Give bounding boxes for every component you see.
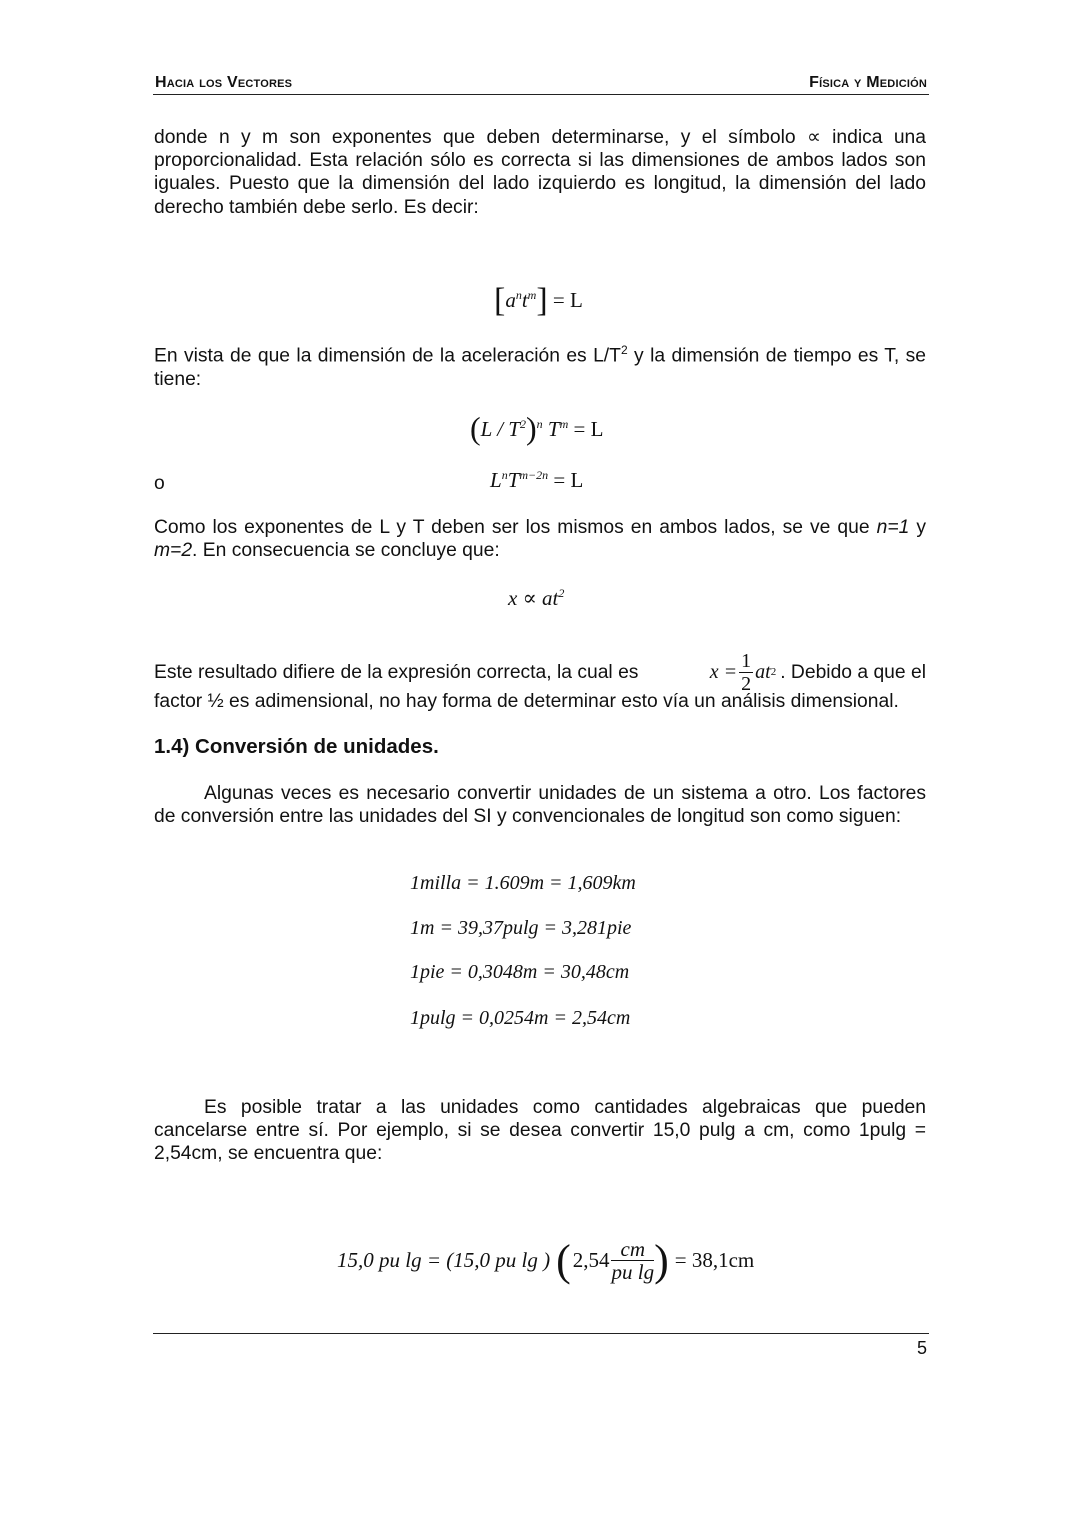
footer-rule: [153, 1333, 929, 1334]
paragraph-factor-half: factor ½ es adimensional, no hay forma de determinar esto vía un análisis dimensional.: [154, 691, 899, 712]
paragraph-dimensions: donde n y m son exponentes que deben determinarse, y el símbolo ∝ indica una proporcionalidad. Esta relación sólo es correcta si las dimensiones de ambos lados son iguales. Puesto que la dimensión del lado izquierdo es longitud, la dimensión del lado derecho también debe serlo. Es decir:: [154, 127, 926, 218]
paragraph-exponents: Como los exponentes de L y T deben ser los mismos en ambos lados, se ve que n=1 y m=2. En consecuencia se concluye que:: [154, 517, 926, 562]
inline-formula-position: x = $\frac{1}{2}$ at 2 . Debido a que el: [709, 650, 926, 695]
header-right-title: Física y Medición: [809, 74, 927, 91]
section-title: 1.4) Conversión de unidades.: [154, 735, 439, 758]
equation-dimension-brackets: $[a^nt^m] = L$: [494, 282, 583, 319]
equation-lt-substitution: $(L / T^2)^n$ $T^m = L$: [470, 410, 604, 446]
conversion-inch: 1pulg = 0,0254m = 2,54cm: [410, 1007, 631, 1029]
paragraph-conversion-intro: Algunas veces es necesario convertir unidades de un sistema a otro. Los factores de conversión entre las unidades del SI y convencionales de longitud son como siguen:: [154, 783, 926, 828]
equation-exponents: $L^nT^{m-2n} = L$: [490, 468, 584, 492]
paragraph-algebraic-units: Es posible tratar a las unidades como cantidades algebraicas que pueden cancelarse entre sí. Por ejemplo, si se desea convertir 15,0 pulg a cm, como 1pulg = 2,54cm, se encuentra que:: [154, 1097, 926, 1165]
equation-inch-to-cm: 15,0 pu lg = (15,0 pu lg ) ( 2,54 $\frac{cm}{\text{pu lg}}$ ) = 38,1cm: [337, 1235, 755, 1285]
paragraph-correct-expression: Este resultado difiere de la expresión correcta, la cual es x = $\frac{1}{2}$ at 2 . Debido a que el: [154, 650, 926, 695]
header-left-title: Hacia los Vectores: [155, 74, 293, 91]
conversion-meter: 1m = 39,37pulg = 3,281pie: [410, 917, 632, 939]
or-label: o: [154, 473, 165, 494]
equation-proportionality: $x \propto at^2$: [508, 586, 565, 610]
conversion-mile: 1milla = 1.609m = 1,609km: [410, 872, 636, 894]
paragraph-acceleration: En vista de que la dimensión de la aceleración es $L/T^2$ y la dimensión de tiempo es T, se tiene:: [154, 343, 927, 390]
conversion-foot: 1pie = 0,3048m = 30,48cm: [410, 961, 630, 983]
page-header: [153, 70, 929, 95]
page-number: 5: [916, 1338, 927, 1358]
